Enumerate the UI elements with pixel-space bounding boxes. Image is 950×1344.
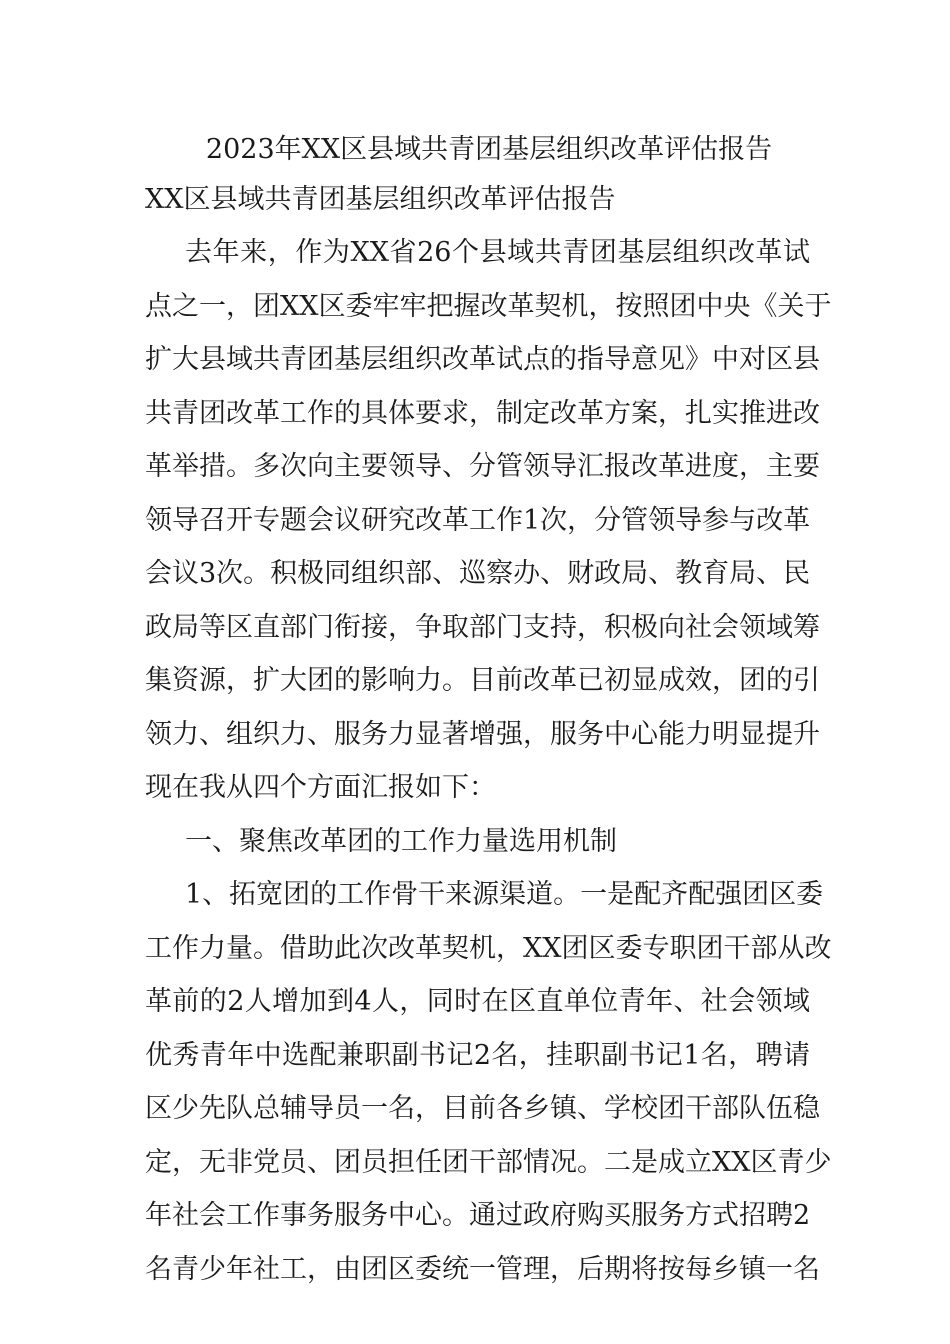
paragraph-line: 革前的2人增加到4人，同时在区直单位青年、社会领域 (145, 986, 810, 1017)
document-body (145, 226, 832, 1296)
paragraph-line: 扩大县域共青团基层组织改革试点的指导意见》中对区县 (145, 344, 820, 375)
paragraph-line: 优秀青年中选配兼职副书记2名，挂职副书记1名，聘请 (145, 1039, 810, 1071)
paragraph-line: 年社会工作事务服务中心。通过政府购买服务方式招聘2 (145, 1200, 811, 1231)
paragraph-line: 定，无非党员、团员担任团干部情况。二是成立XX区青少 (145, 1146, 832, 1178)
paragraph-line: 领力、组织力、服务力显著增强，服务中心能力明显提升 (145, 718, 820, 750)
paragraph-line: 革举措。多次向主要领导、分管领导汇报改革进度，主要 (145, 451, 820, 482)
paragraph-line: 名青少年社工，由团区委统一管理，后期将按每乡镇一名 (145, 1253, 820, 1285)
section-heading: 一、聚焦改革团的工作力量选用机制 (185, 825, 617, 857)
paragraph-line: 集资源，扩大团的影响力。目前改革已初显成效，团的引 (145, 665, 820, 696)
paragraph-line: 点之一，团XX区委牢牢把握改革契机，按照团中央《关于 (145, 290, 832, 322)
paragraph-line: 政局等区直部门衔接，争取部门支持，积极向社会领域筹 (145, 611, 820, 643)
paragraph-line: 去年来，作为XX省26个县域共青团基层组织改革试 (185, 237, 810, 268)
document-subtitle: XX区县域共青团基层组织改革评估报告 (145, 184, 616, 215)
paragraph-line: 区少先队总辅导员一名，目前各乡镇、学校团干部队伍稳 (145, 1093, 820, 1124)
paragraph-line: 会议3次。积极同组织部、巡察办、财政局、教育局、民 (145, 558, 811, 589)
document-title: 2023年XX区县域共青团基层组织改革评估报告 (205, 134, 773, 165)
paragraph-line: 工作力量。借助此次改革契机，XX团区委专职团干部从改 (145, 932, 832, 964)
paragraph-line: 1、拓宽团的工作骨干来源渠道。一是配齐配强团区委 (185, 879, 824, 910)
paragraph-line: 现在我从四个方面汇报如下： (145, 772, 496, 803)
paragraph-line: 领导召开专题会议研究改革工作1次，分管领导参与改革 (145, 504, 811, 536)
paragraph-line: 共青团改革工作的具体要求，制定改革方案，扎实推进改 (145, 397, 820, 429)
